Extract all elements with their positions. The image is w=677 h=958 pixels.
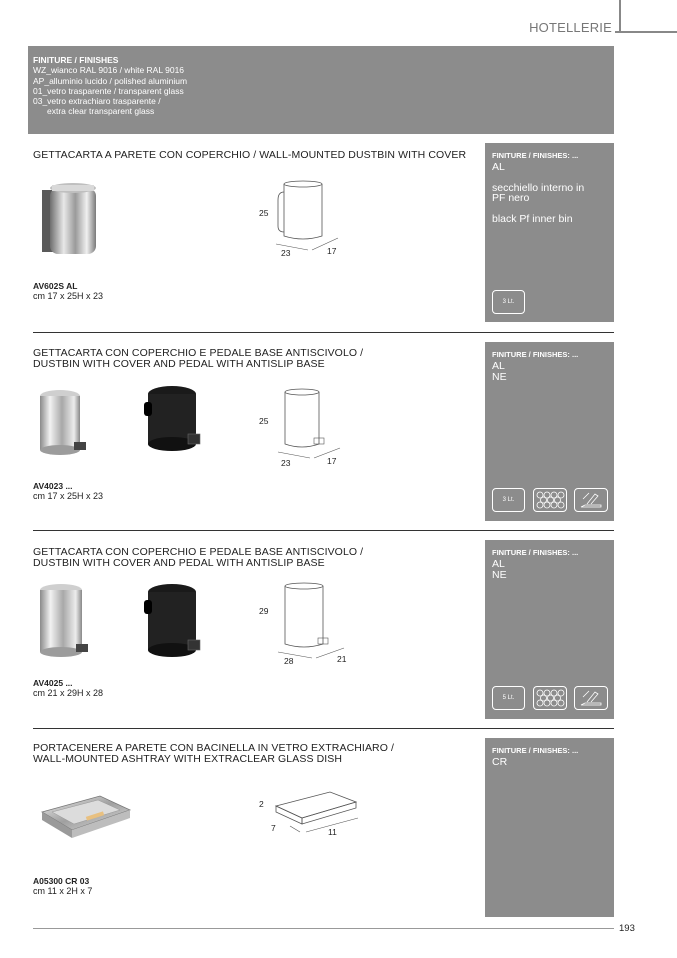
- section-title-line: DUSTBIN WITH COVER AND PEDAL WITH ANTISLIP BASE: [33, 556, 325, 569]
- dimension-width: 21: [337, 654, 347, 664]
- dimension-depth: 28: [284, 656, 294, 666]
- finishes-legend-line: 01_vetro trasparente / transparent glass: [33, 85, 184, 96]
- header-rule-vertical: [619, 0, 621, 33]
- finishes-legend-title: FINITURE / FINISHES: [33, 55, 119, 65]
- pedal-icon: [574, 488, 608, 512]
- header-rule: [615, 31, 677, 33]
- pedal-bin-black-photo: [140, 384, 206, 456]
- product-dimensions: cm 11 x 2H x 7: [33, 886, 93, 896]
- section-title-line: DUSTBIN WITH COVER AND PEDAL WITH ANTISLIP BASE: [33, 357, 325, 370]
- dimension-height: 25: [259, 208, 269, 218]
- dimension-drawing: [270, 580, 354, 664]
- finishes-legend-line: WZ_wianco RAL 9016 / white RAL 9016: [33, 65, 185, 76]
- pedal-icon: [574, 686, 608, 710]
- pedal-bin-black-photo: [140, 582, 206, 662]
- antislip-pattern-icon: [533, 686, 567, 710]
- capacity-badge: 3 Lt.: [492, 488, 525, 512]
- pedal-bin-chrome-photo: [36, 386, 92, 458]
- capacity-badge: 5 Lt.: [492, 686, 525, 710]
- section-divider: [33, 332, 614, 333]
- page-number: 193: [619, 923, 635, 934]
- wall-dustbin-photo: [40, 180, 100, 258]
- finishes-legend-line: extra clear transparent glass: [47, 106, 155, 117]
- dimension-drawing: [268, 178, 348, 253]
- product-dimensions: cm 21 x 29H x 28: [33, 688, 104, 698]
- dimension-drawing: [270, 786, 362, 836]
- product-code: AV602S AL: [33, 281, 78, 291]
- product-code: AV4023 ...: [33, 481, 73, 491]
- finishes-legend: [28, 46, 614, 134]
- section-title: [33, 348, 483, 369]
- section-title: [33, 547, 483, 568]
- dimension-height: 2: [259, 799, 264, 809]
- product-dimensions: cm 17 x 25H x 23: [33, 491, 104, 501]
- section-title-line: GETTACARTA CON COPERCHIO E PEDALE BASE ANTISCIVOLO /: [33, 546, 364, 558]
- dimension-drawing: [270, 386, 350, 462]
- finishes-legend-line: AP_alluminio lucido / polished aluminium: [33, 75, 188, 86]
- finishes-panel: [485, 738, 614, 917]
- section-divider: [33, 530, 614, 531]
- pedal-bin-chrome-photo: [36, 580, 94, 660]
- page-header-title: HOTELLERIE: [529, 20, 612, 35]
- section-title-line: WALL-MOUNTED ASHTRAY WITH EXTRACLEAR GLASS DISH: [33, 752, 343, 765]
- dimension-depth: 7: [271, 823, 276, 833]
- antislip-pattern-icon: [533, 488, 567, 512]
- product-dimensions: cm 17 x 25H x 23: [33, 291, 104, 301]
- finish-note: secchiello interno in: [492, 181, 585, 194]
- product-code: A05300 CR 03: [33, 876, 90, 886]
- capacity-badge: 3 Lt.: [492, 290, 525, 314]
- finishes-panel-title: FINITURE / FINISHES: ...: [492, 548, 579, 557]
- finish-note: black Pf inner bin: [492, 212, 573, 225]
- finishes-legend-line: 03_vetro extrachiaro trasparente /: [33, 96, 161, 107]
- dimension-height: 25: [259, 416, 269, 426]
- finishes-panel-title: FINITURE / FINISHES: ...: [492, 350, 579, 359]
- dimension-width: 17: [327, 246, 337, 256]
- dimension-depth: 23: [281, 458, 291, 468]
- dimension-width: 11: [328, 827, 337, 837]
- finish-code: AL: [492, 360, 505, 372]
- finishes-panel-title: FINITURE / FINISHES: ...: [492, 746, 579, 755]
- finish-code: CR: [492, 756, 508, 768]
- finishes-panel-title: FINITURE / FINISHES: ...: [492, 151, 579, 160]
- dimension-height: 29: [259, 606, 269, 616]
- section-divider: [33, 728, 614, 729]
- dimension-width: 17: [327, 456, 337, 466]
- product-code: AV4025 ...: [33, 678, 73, 688]
- section-title: [33, 743, 483, 764]
- footer-rule: [33, 928, 614, 929]
- section-title-line: GETTACARTA A PARETE CON COPERCHIO / WALL-MOUNTED DUSTBIN WITH COVER: [33, 149, 467, 161]
- finish-code: NE: [492, 370, 507, 383]
- wall-ashtray-photo: [40, 792, 132, 840]
- finish-code: AL: [492, 161, 505, 173]
- finish-code: NE: [492, 568, 507, 581]
- section-title-line: PORTACENERE A PARETE CON BACINELLA IN VETRO EXTRACHIARO /: [33, 742, 395, 754]
- finish-code: AL: [492, 558, 505, 570]
- dimension-depth: 23: [281, 248, 291, 258]
- finish-note: PF nero: [492, 192, 530, 204]
- section-title-line: GETTACARTA CON COPERCHIO E PEDALE BASE ANTISCIVOLO /: [33, 347, 364, 359]
- section-title: [33, 150, 483, 161]
